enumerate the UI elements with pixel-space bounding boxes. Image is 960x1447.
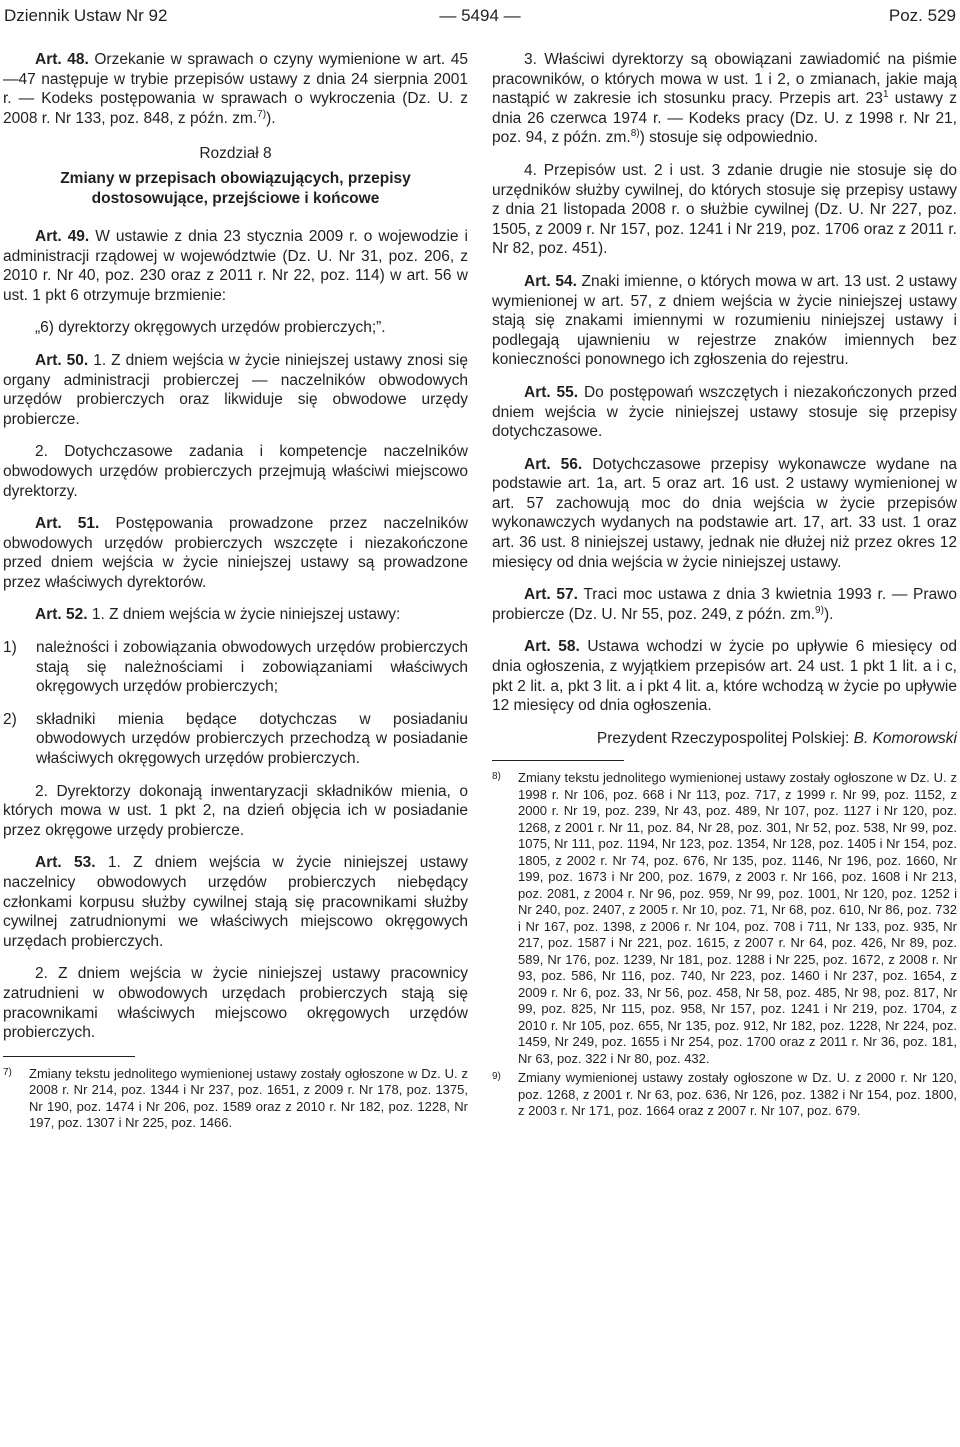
article-53-par-3: 3. Właściwi dyrektorzy są obowiązani zawiadomić na piśmie pracowników, o których mowa w ust. 1 i 2, o zmianach, jakie mają nastąpić w zakresie ich stosunku pracy. Przepis art. $23^1$ ustawy z dnia 26 czerwca 1974 r. — Kodeks pracy (Dz. U. z 1998 r. Nr 21, poz. 94, z późn. zm.$^{8)}$) stosuje się odpowiednio.: [492, 51, 958, 147]
article-label: Art. 48.: [35, 51, 89, 68]
article-51: Art. 51. Postępowania prowadzone przez naczelników obwodowych urzędów probierczych wszczęte i niezakończone przed dniem wejścia w życie niniejszej ustawy są prowadzone przez właściwych dyrektorów.: [3, 515, 468, 591]
article-54: Art. 54. Znaki imienne, o których mowa w art. 13 ust. 2 ustawy wymienionej w art. 57, z dniem wejścia w życie niniejszej ustawy stają się znakami imiennymi w rozumieniu niniejszej ustawy i podlegają ujawnieniu w rejestrze znaków imiennych bez konieczności ponownego ich zgłoszenia do rejestru.: [492, 272, 957, 369]
article-52: Art. 52. 1. Z dniem wejścia w życie niniejszej ustawy:: [35, 606, 401, 624]
article-55: Art. 55. Do postępowań wszczętych i niezakończonych przed dniem wejścia w życie niniejszej ustawy stosuje się przepisy dotychczasowe.: [492, 383, 957, 441]
chapter-heading: Zmiany w przepisach obowiązujących, przepisy dostosowujące, przejściowe i końcowe: [60, 169, 411, 207]
article-50: Art. 50. 1. Z dniem wejścia w życie niniejszej ustawy znosi się organy administracji probierczej — naczelników obwodowych urzędów probierczych oraz likwiduje się obwodowe urzędy probiercze.: [3, 351, 468, 428]
article-label: Art. 58.: [524, 638, 580, 656]
signature-name: B. Komorowski: [853, 729, 957, 747]
article-label: Art. 53.: [35, 854, 96, 872]
article-49: Art. 49. W ustawie z dnia 23 stycznia 2009 r. o wojewodzie i administracji rządowej w województwie (Dz. U. Nr 31, poz. 206, z 2010 r. Nr 40, poz. 230 oraz z 2011 r. Nr 22, poz. 114) w art. 56 w ust. 1 pkt 6 otrzymuje brzmienie:: [3, 227, 468, 304]
page-number: — 5494 —: [439, 6, 521, 25]
list-item: 1) należności i zobowiązania obwodowych urzędów probierczych stają się należnościami i zobowiązaniami właściwych okręgowych urzędów probierczych;: [3, 639, 468, 696]
signature: Prezydent Rzeczypospolitej Polskiej: B. Komorowski: [596, 729, 957, 747]
article-label: Art. 51.: [35, 515, 100, 533]
article-label: Art. 55.: [524, 383, 579, 401]
article-49-quote: „6) dyrektorzy okręgowych urzędów probierczych;”.: [35, 319, 386, 337]
list-item: 2) składniki mienia będące dotychczas w posiadaniu obwodowych urzędów probierczych przechodzą w posiadanie właściwych okręgowych urzędów probierczych.: [3, 710, 468, 768]
article-label: Art. 52.: [35, 606, 88, 624]
article-56: Art. 56. Dotychczasowe przepisy wykonawcze wydane na podstawie art. 1a, art. 5 oraz art. 16 ust. 2 ustawy wymienionej w art. 57 zachowują moc do dnia wejścia w życie przepisów wykonawczych wydanych na podstawie art. 17, art. 33 ust. 1 oraz art. 36 ust. 8 niniejszej ustawy, jednak nie dłużej niż przez okres 12 miesięcy od dnia wejścia w życie niniejszej ustawy.: [492, 455, 957, 571]
page-header: [4, 2, 956, 30]
position-number: Poz. 529: [888, 6, 956, 25]
footnote-7: 7) Zmiany tekstu jednolitego wymienionej ustawy zostały ogłoszone w Dz. U. z 2008 r. Nr 214, poz. 1344 i Nr 237, poz. 1651, z 2009 r. Nr 178, poz. 1375, Nr 190, poz. 1474 i Nr 206, poz. 1589 oraz z 2010 r. Nr 182, poz. 1228, Nr 197, poz. 1307 i Nr 225, poz. 1466.: [3, 1065, 468, 1131]
journal-title: Dziennik Ustaw Nr 92: [4, 6, 168, 25]
article-48: Art. 48. Orzekanie w sprawach o czyny wymienione w art. 45—47 następuje w trybie przepisów ustawy z dnia 24 sierpnia 2001 r. — Kodeks postępowania w sprawach o wykroczenia (Dz. U. z 2008 r. Nr 133, poz. 848, z późn. zm.$^{7)}$).: [3, 51, 468, 127]
article-label: Art. 49.: [35, 227, 90, 245]
footnote-divider: [3, 1056, 135, 1057]
article-57: Art. 57. Traci moc ustawa z dnia 3 kwietnia 1993 r. — Prawo probiercze (Dz. U. Nr 55, poz. 249, z późn. zm.$^{9)}$).: [492, 586, 957, 623]
footnote-9: 9) Zmiany wymienionej ustawy zostały ogłoszone w Dz. U. z 2000 r. Nr 120, poz. 1268, z 2001 r. Nr 63, poz. 636, Nr 126, poz. 1382 i Nr 154, poz. 1800, z 2003 r. Nr 171, poz. 1664 oraz z 2007 r. Nr 107, poz. 679.: [492, 1070, 957, 1119]
article-53-par-2: 2. Z dniem wejścia w życie niniejszej ustawy pracownicy zatrudnieni w obwodowych urzędach probierczych stają się pracownikami właściwych miejscowo okręgowych urzędów probierczych.: [3, 965, 468, 1042]
article-label: Art. 50.: [35, 351, 89, 369]
right-column: [492, 50, 957, 1123]
footnote-8: 8) Zmiany tekstu jednolitego wymienionej ustawy zostały ogłoszone w Dz. U. z 1998 r. Nr 106, poz. 668 i Nr 113, poz. 717, z 1999 r. Nr 99, poz. 1152, z 2000 r. Nr 19, poz. 239, Nr 43, poz. 489, Nr 107, poz. 1127 i Nr 120, poz. 1268, z 2001 r. Nr 11, poz. 84, Nr 28, poz. 301, Nr 52, poz. 538, Nr 99, poz. 1075, Nr 111, poz. 1194, Nr 123, poz. 1354, Nr 128, poz. 1405 i Nr 154, poz. 1805, z 2002 r. Nr 74, poz. 676, Nr 135, poz. 1146, Nr 196, poz. 1660, Nr 199, poz. 1673 i Nr 200, poz. 1679, z 2003 r. Nr 166, poz. 1608 i Nr 213, poz. 2081, z 2004 r. Nr 96, poz. 959, Nr 99, poz. 1001, Nr 120, poz. 1252 i Nr 240, poz. 2407, z 2005 r. Nr 10, poz. 71, Nr 68, poz. 610, Nr 86, poz. 732 i Nr 167, poz. 1398, z 2006 r. Nr 104, poz. 708 i 711, Nr 133, poz. 935, Nr 217, poz. 1587 i Nr 221, poz. 1615, z 2007 r. Nr 64, poz. 426, Nr 89, poz. 589, Nr 176, poz. 1239, Nr 181, poz. 1288 i Nr 225, poz. 1672, z 2008 r. Nr 93, poz. 586, Nr 116, poz. 740, Nr 223, poz. 1460 i Nr 237, poz. 1654, z 2009 r. Nr 6, poz. 33, Nr 56, poz. 458, Nr 58, poz. 485, Nr 98, poz. 817, Nr 99, poz. 825, Nr 115, poz. 958, Nr 157, poz. 1241 i Nr 219, poz. 1704, z 2010 r. Nr 105, poz. 655, Nr 135, poz. 912, Nr 182, poz. 1228, Nr 224, poz. 1459, Nr 249, poz. 1655 i Nr 254, poz. 1700 oraz z 2011 r. Nr 36, poz. 181, Nr 63, poz. 322 i Nr 80, poz. 432.: [492, 770, 957, 1066]
article-53-par-4: 4. Przepisów ust. 2 i ust. 3 zdanie drugie nie stosuje się do urzędników służby cywilnej, do których stosuje się przepisy ustawy z dnia 21 listopada 2008 r. o służbie cywilnej (Dz. U. Nr 227, poz. 1505, z 2009 r. Nr 157, poz. 1241 i Nr 219, poz. 1706 oraz z 2011 r. Nr 82, poz. 451).: [492, 161, 957, 258]
footnote-divider: [492, 760, 624, 761]
left-column: [3, 50, 468, 1135]
chapter-title: Rozdział 8: [199, 145, 272, 163]
article-label: Art. 56.: [524, 455, 583, 473]
footnote-ref[interactable]: 7): [257, 108, 267, 120]
article-53: Art. 53. 1. Z dniem wejścia w życie niniejszej ustawy naczelnicy obwodowych urzędów probierczych niebędący członkami korpusu służby cywilnej stają się pracownikami służby cywilnej zatrudnionymi we właściwych miejscowo okręgowych urzędach probierczych.: [3, 854, 468, 950]
footnote-ref[interactable]: 9): [815, 604, 824, 616]
article-label: Art. 54.: [524, 272, 577, 290]
article-label: Art. 57.: [524, 586, 578, 604]
footnote-ref[interactable]: 8): [630, 128, 640, 140]
article-58: Art. 58. Ustawa wchodzi w życie po upływie 6 miesięcy od dnia ogłoszenia, z wyjątkiem przepisów art. 24 ust. 1 pkt 1 lit. a i c, pkt 2 lit. a, pkt 3 lit. a i pkt 4 lit. a, które wchodzą w życie po upływie 12 miesięcy od dnia ogłoszenia.: [492, 638, 957, 715]
article-52-par-2: 2. Dyrektorzy dokonają inwentaryzacji składników mienia, o których mowa w ust. 1 pkt 2, na dzień objęcia ich w posiadanie przez okręgowe urzędy probiercze.: [3, 782, 468, 839]
article-50-par-2: 2. Dotychczasowe zadania i kompetencje naczelników obwodowych urzędów probierczych przejmują właściwi miejscowo dyrektorzy.: [3, 443, 468, 500]
